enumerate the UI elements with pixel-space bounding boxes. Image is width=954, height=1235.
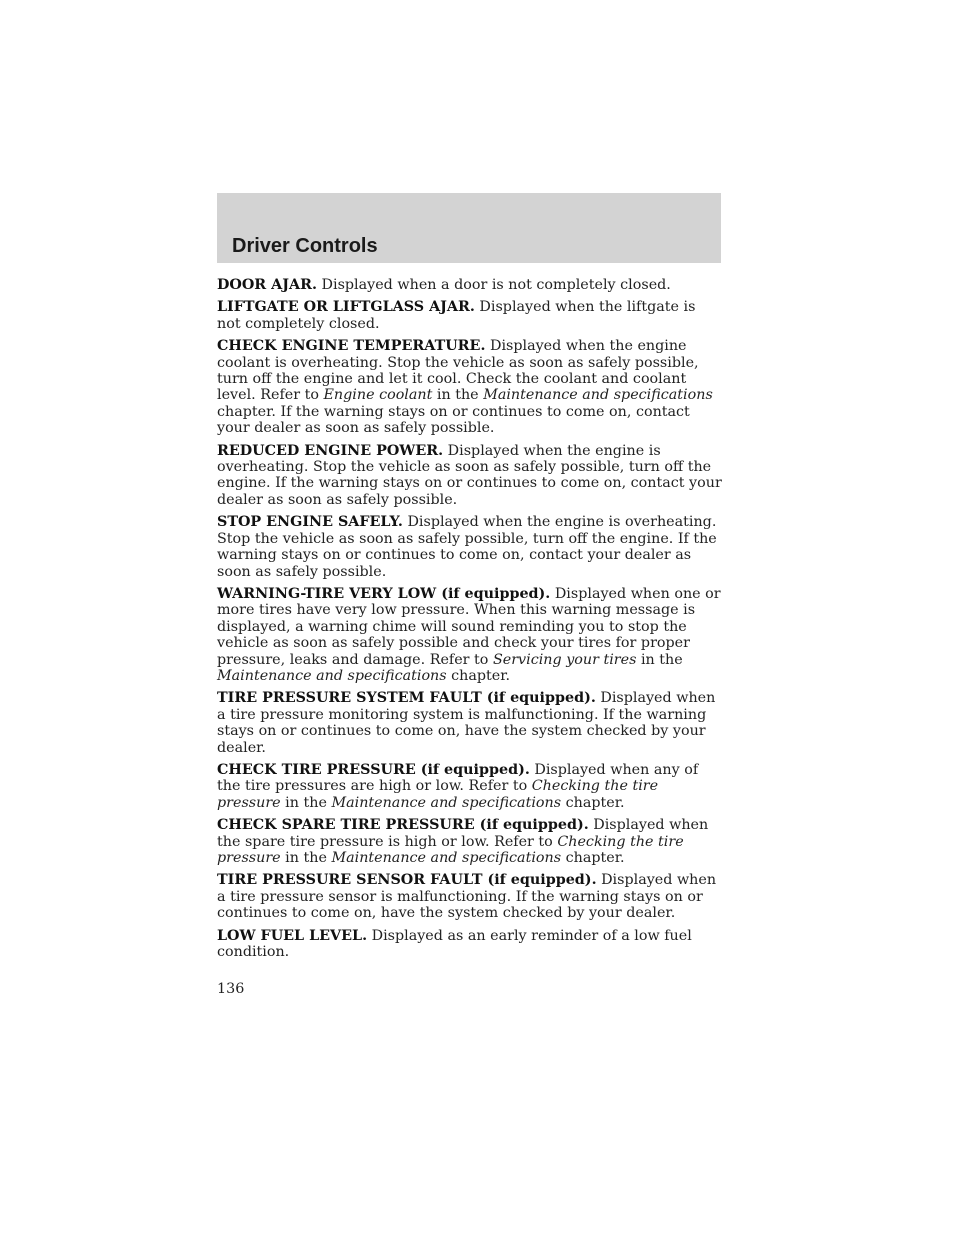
- entry-low-fuel-level: [217, 928, 723, 961]
- entry-reference: Engine coolant: [323, 387, 433, 404]
- entry-chapter-reference: Maintenance and specifications: [483, 387, 713, 404]
- entry-door-ajar: [217, 277, 723, 293]
- entry-text: chapter. If the warning stays on or continues to come on, contact your dealer as soon as safely possible.: [217, 403, 690, 437]
- entry-reference: Checking the tire pressure: [217, 778, 659, 811]
- entry-reference: Checking the tire pressure: [217, 833, 684, 866]
- entry-chapter-reference: Maintenance and specifications: [217, 667, 447, 684]
- entry-warning-tire-very-low: [217, 586, 723, 684]
- section-title: Driver Controls: [232, 235, 378, 257]
- entry-tire-pressure-system-fault: [217, 690, 723, 756]
- entry-heading: LIFTGATE OR LIFTGLASS AJAR.: [217, 299, 475, 316]
- entry-chapter-reference: Maintenance and specifications: [331, 850, 562, 866]
- entry-text: Displayed when a tire pressure sensor is malfunctioning. If the warning stays on or continues to come on, have the system checked by your dealer.: [217, 872, 717, 922]
- entry-check-spare-tire-pressure: [217, 817, 723, 866]
- entry-text: chapter.: [561, 794, 625, 811]
- entry-heading: TIRE PRESSURE SYSTEM FAULT (if equipped).: [217, 690, 596, 707]
- entry-heading: DOOR AJAR.: [217, 277, 317, 293]
- entry-heading: LOW FUEL LEVEL.: [217, 927, 368, 944]
- page-number: 136: [217, 981, 245, 997]
- entry-heading: CHECK ENGINE TEMPERATURE.: [217, 338, 486, 355]
- entry-text: in the: [636, 651, 683, 668]
- entry-text: Displayed when the spare tire pressure is high or low. Refer to: [217, 817, 709, 850]
- entry-text: in the: [432, 387, 484, 404]
- entry-tire-pressure-sensor-fault: [217, 872, 723, 921]
- entry-reference: Servicing your tires: [492, 651, 637, 668]
- entry-text: Displayed when the engine is overheating. Stop the vehicle as soon as safely possible, turn off the engine. If the warning stays on or continues to come on, contact your dealer as soon as safely possible.: [217, 442, 722, 508]
- section-header-band: [217, 193, 721, 263]
- entry-heading: CHECK SPARE TIRE PRESSURE (if equipped).: [217, 817, 589, 834]
- entry-text: Displayed when the engine is overheating. Stop the vehicle as soon as safely possible, turn off the engine. If the warning stays on or continues to come on, contact your dealer as soon as safely possible.: [217, 514, 717, 580]
- entry-text: chapter.: [561, 850, 625, 866]
- entry-chapter-reference: Maintenance and specifications: [331, 794, 562, 811]
- entry-heading: STOP ENGINE SAFELY.: [217, 514, 403, 531]
- entry-text: Displayed when the liftgate is not completely closed.: [217, 299, 696, 332]
- entry-heading: REDUCED ENGINE POWER.: [217, 442, 444, 459]
- entry-heading: TIRE PRESSURE SENSOR FAULT (if equipped).: [217, 872, 597, 889]
- entry-text: chapter.: [446, 667, 511, 684]
- entry-heading: WARNING-TIRE VERY LOW (if equipped).: [217, 585, 551, 602]
- entry-reduced-engine-power: [217, 443, 723, 509]
- entry-liftgate-ajar: [217, 299, 723, 332]
- entry-text: Displayed when a tire pressure monitoring system is malfunctioning. If the warning stays on or continues to come on, have the system checked by your dealer.: [217, 690, 716, 756]
- entry-stop-engine-safely: [217, 514, 723, 580]
- entry-check-engine-temperature: [217, 338, 723, 436]
- entry-text: in the: [280, 850, 332, 866]
- message-list: [217, 277, 723, 966]
- entry-text: in the: [280, 794, 332, 811]
- entry-check-tire-pressure: [217, 762, 723, 811]
- entry-text: Displayed when a door is not completely closed.: [316, 277, 671, 293]
- entry-text: Displayed as an early reminder of a low fuel condition.: [217, 927, 692, 961]
- entry-text: Displayed when the engine coolant is overheating. Stop the vehicle as soon as safely possible, turn off the engine and let it cool. Check the coolant and coolant level. Refer to: [217, 338, 699, 404]
- entry-text: Displayed when any of the tire pressures are high or low. Refer to: [217, 761, 699, 795]
- entry-heading: CHECK TIRE PRESSURE (if equipped).: [217, 761, 530, 778]
- entry-text: Displayed when one or more tires have very low pressure. When this warning message is displayed, a warning chime will sound reminding you to stop the vehicle as soon as safely possible and check your tires for proper pressure, leaks and damage. Refer to: [217, 585, 721, 668]
